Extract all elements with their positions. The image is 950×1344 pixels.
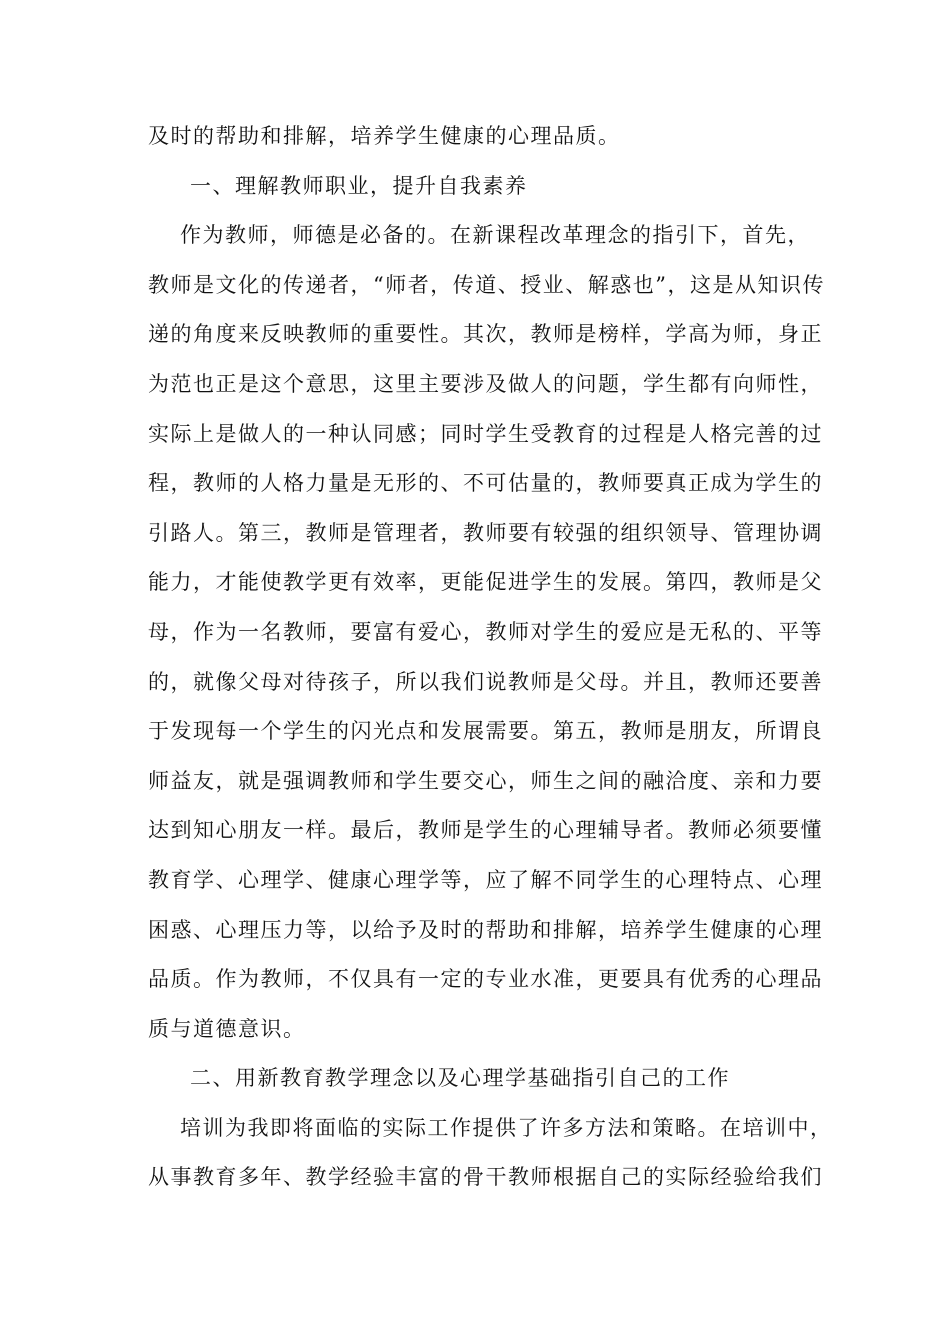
paragraph-line: 引路人。第三，教师是管理者，教师要有较强的组织领导、管理协调 xyxy=(148,520,823,545)
paragraph-line: 于发现每一个学生的闪光点和发展需要。第五，教师是朋友，所谓良 xyxy=(148,719,823,744)
paragraph-first-line: 作为教师，师德是必备的。在新课程改革理念的指引下，首先， xyxy=(180,223,810,248)
paragraph-continuation-line: 及时的帮助和排解，培养学生健康的心理品质。 xyxy=(148,124,621,148)
paragraph-line: 递的角度来反映教师的重要性。其次，教师是榜样，学高为师，身正 xyxy=(148,322,823,347)
paragraph-first-line: 培训为我即将面临的实际工作提供了许多方法和策略。在培训中， xyxy=(180,1115,833,1140)
paragraph-line: 困惑、心理压力等，以给予及时的帮助和排解，培养学生健康的心理 xyxy=(148,917,823,942)
paragraph-line: 教师是文化的传递者，“师者，传道、授业、解惑也”，这是从知识传 xyxy=(148,272,825,297)
document-body xyxy=(148,112,833,1203)
paragraph-line: 从事教育多年、教学经验丰富的骨干教师根据自己的实际经验给我们 xyxy=(148,1165,823,1190)
paragraph-line: 达到知心朋友一样。最后，教师是学生的心理辅导者。教师必须要懂 xyxy=(148,818,823,843)
paragraph-last-line: 质与道德意识。 xyxy=(148,1016,306,1041)
paragraph-line: 教育学、心理学、健康心理学等，应了解不同学生的心理特点、心理 xyxy=(148,867,823,892)
paragraph-line: 师益友，就是强调教师和学生要交心，师生之间的融洽度、亲和力要 xyxy=(148,768,823,793)
paragraph-line: 品质。作为教师，不仅具有一定的专业水准，更要具有优秀的心理品 xyxy=(148,967,823,992)
section-heading-2: 二、用新教育教学理念以及心理学基础指引自己的工作 xyxy=(190,1066,730,1091)
paragraph-line: 为范也正是这个意思，这里主要涉及做人的问题，学生都有向师性， xyxy=(148,371,823,396)
section-heading-1: 一、理解教师职业，提升自我素养 xyxy=(190,173,528,198)
paragraph-line: 母，作为一名教师，要富有爱心，教师对学生的爱应是无私的、平等 xyxy=(148,619,823,644)
paragraph-line: 的，就像父母对待孩子，所以我们说教师是父母。并且，教师还要善 xyxy=(148,669,823,694)
paragraph-line: 实际上是做人的一种认同感；同时学生受教育的过程是人格完善的过 xyxy=(148,421,823,446)
paragraph-line: 能力，才能使教学更有效率，更能促进学生的发展。第四，教师是父 xyxy=(148,570,823,595)
paragraph-line: 程，教师的人格力量是无形的、不可估量的，教师要真正成为学生的 xyxy=(148,471,823,496)
